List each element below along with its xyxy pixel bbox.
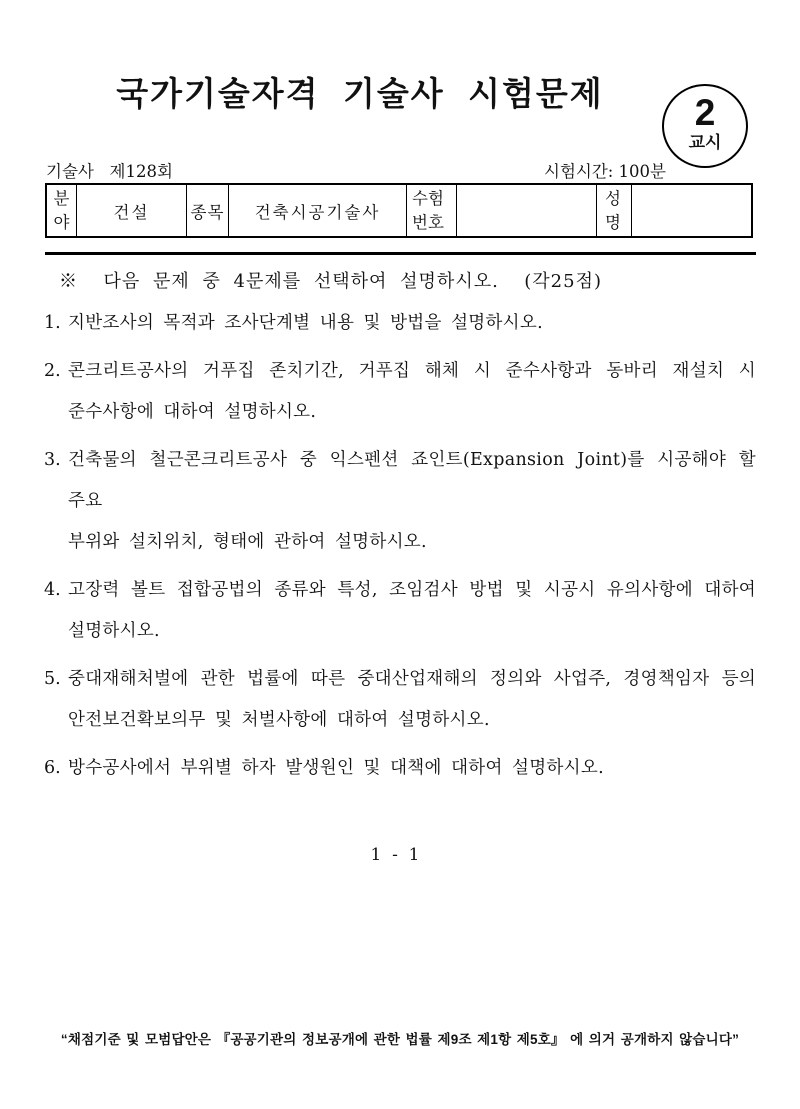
field-value: 건설 bbox=[113, 202, 150, 222]
exam-number-label: 수험번호 bbox=[412, 188, 444, 232]
field-label-cell bbox=[47, 185, 77, 236]
instruction-text: ※ 다음 문제 중 4문제를 선택하여 설명하시오. (각25점) bbox=[59, 271, 602, 292]
question-item-3 bbox=[44, 440, 756, 563]
exam-session-text: 기술사 제128회 bbox=[46, 162, 173, 181]
question-number: 6. bbox=[44, 758, 61, 778]
question-line: 방수공사에서 부위별 하자 발생원인 및 대책에 대하여 설명하시오. bbox=[68, 758, 604, 778]
name-label-cell bbox=[597, 185, 632, 236]
question-line: 콘크리트공사의 거푸집 존치기간, 거푸집 해체 시 준수사항과 동바리 재설치 시 bbox=[68, 361, 756, 381]
question-item-4 bbox=[44, 570, 756, 652]
question-number: 4. bbox=[44, 580, 61, 600]
meta-row bbox=[46, 158, 754, 180]
question-line: 부위와 설치위치, 형태에 관하여 설명하시오. bbox=[68, 532, 427, 552]
question-line: 안전보건확보의무 및 처벌사항에 대하여 설명하시오. bbox=[68, 710, 490, 730]
question-text bbox=[68, 351, 756, 433]
question-number: 5. bbox=[44, 669, 61, 689]
question-text bbox=[68, 659, 756, 741]
question-number: 1. bbox=[44, 313, 61, 333]
name-value-cell bbox=[632, 185, 751, 236]
question-item-6 bbox=[44, 748, 756, 789]
name-label: 성명 bbox=[605, 188, 621, 232]
candidate-info-table bbox=[45, 183, 753, 238]
exam-number-value-cell bbox=[457, 185, 597, 236]
period-label: 교시 bbox=[688, 133, 722, 152]
page-number: 1 - 1 bbox=[370, 845, 420, 865]
question-text bbox=[68, 440, 756, 563]
question-line: 설명하시오. bbox=[68, 621, 160, 641]
question-item-5 bbox=[44, 659, 756, 741]
category-value: 건축시공기술사 bbox=[254, 202, 381, 222]
period-badge bbox=[662, 84, 748, 168]
question-line: 고장력 볼트 접합공법의 종류와 특성, 조임검사 방법 및 시공시 유의사항에 대하여 bbox=[68, 580, 756, 600]
exam-number-label-cell bbox=[407, 185, 457, 236]
question-number: 2. bbox=[44, 361, 61, 381]
question-list bbox=[44, 303, 756, 796]
question-text bbox=[68, 570, 756, 652]
question-text bbox=[68, 748, 756, 789]
document-title: 국가기술자격 기술사 시험문제 bbox=[116, 74, 604, 113]
period-number: 2 bbox=[694, 92, 716, 133]
question-line: 준수사항에 대하여 설명하시오. bbox=[68, 402, 317, 422]
question-line: 지반조사의 목적과 조사단계별 내용 및 방법을 설명하시오. bbox=[68, 313, 543, 333]
category-label-cell bbox=[187, 185, 229, 236]
question-item-2 bbox=[44, 351, 756, 433]
question-number: 3. bbox=[44, 450, 61, 470]
footer-disclaimer: “채점기준 및 모범답안은 『공공기관의 정보공개에 관한 법률 제9조 제1항 제5호』 에 의거 공개하지 않습니다” bbox=[60, 1032, 740, 1047]
question-item-1 bbox=[44, 303, 756, 344]
field-value-cell bbox=[77, 185, 187, 236]
category-value-cell bbox=[229, 185, 407, 236]
exam-time-text: 시험시간: 100분 bbox=[544, 162, 666, 181]
field-label: 분야 bbox=[53, 188, 70, 232]
question-line: 건축물의 철근콘크리트공사 중 익스펜션 죠인트(Expansion Joint)를 시공해야 할 주요 bbox=[68, 450, 756, 511]
question-line: 중대재해처벌에 관한 법률에 따른 중대산업재해의 정의와 사업주, 경영책임자 등의 bbox=[68, 669, 756, 689]
category-label: 종목 bbox=[190, 202, 225, 222]
question-text bbox=[68, 303, 756, 344]
divider-rule bbox=[45, 252, 756, 255]
